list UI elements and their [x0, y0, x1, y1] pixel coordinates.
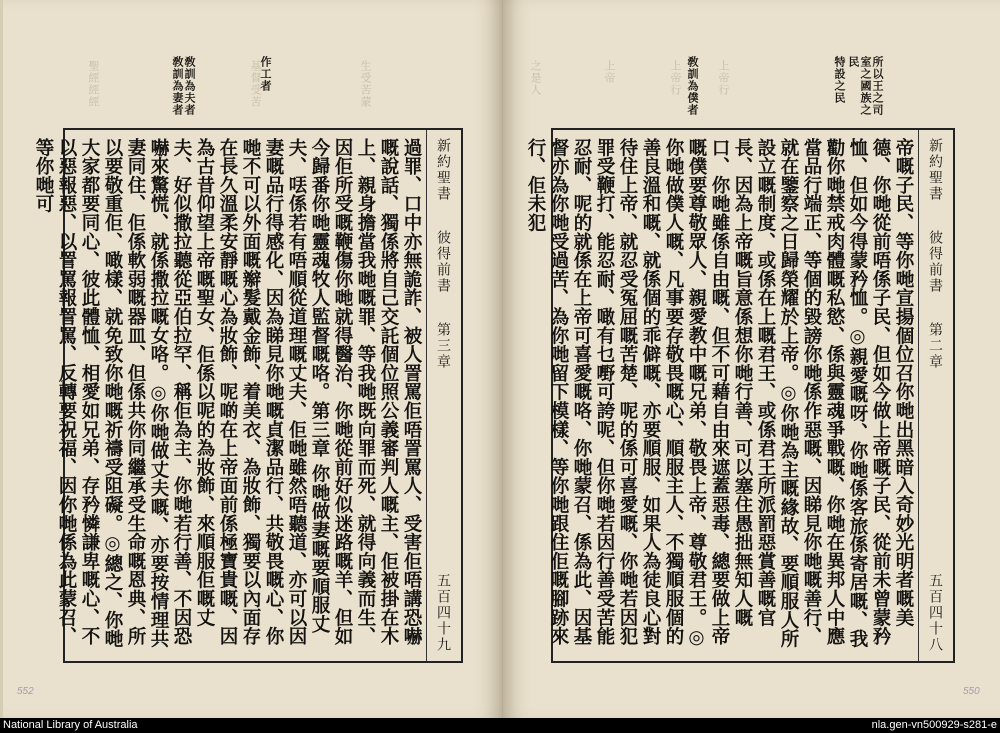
book-title: 新約聖書 [927, 138, 943, 202]
left-margin-notes-2 [183, 56, 195, 116]
page-number: 五百四十八 [927, 573, 943, 653]
left-text-frame [33, 128, 463, 663]
bleed-through-text: 上帝行 [669, 60, 682, 96]
bleed-through-text: 之是人 [529, 60, 542, 96]
right-page [503, 0, 1000, 718]
right-running-header [925, 138, 945, 653]
right-body-text: 帝嘅子民、等你哋宣揚個位召你哋出黑暗入奇妙光明者嘅美德、你哋從前唔係子民、但如今做上帝嘅子民、從前未曾蒙矜恤、但如今得蒙矜恤。◎親愛嘅呀、你哋係客旅係寄居嘅、我勸你哋禁戒肉體嘅私慾、係與靈魂爭戰嘅、你哋在異邦人中應當品行端正、等個的毀謗你哋係作惡嘅、因睇見你哋嘅善行、就在鑒察之日歸榮耀於上帝。◎你哋為主嘅緣故、要順服人所設立嘅制度、或係在上嘅君王、或係君王所派罰惡賞善嘅官長、因為上帝嘅旨意係想你哋行善、可以塞住愚拙無知人嘅口、你哋雖係自由嘅、但不可藉自由來遮蓋惡毒、總要做上帝嘅僕要尊敬眾人、親愛教中嘅兄弟、敬畏上帝、尊敬君王。◎你哋做僕人嘅、凡事要存敬畏嘅心、順服主人、不獨順服個的善良溫和嘅、就係個的乖僻嘅、亦要順服、如果人為徒良心對待住上帝、就忍受冤屈嘅苦楚、呢的係可喜愛嘅、你哋若因犯罪受鞭打、能忍耐、噉有乜嘢可誇呢、但你哋若因行善受苦能忍耐、呢的就係在上帝可喜愛嘅咯、你哋蒙召、係為此、因基督亦為你哋受過苦、為你哋留下模樣、等你哋跟住佢嘅腳跡來行、佢未犯 [525, 138, 914, 649]
image-identifier: nla.gen-vn500929-s281-e [871, 719, 997, 731]
left-body-text: 過罪、口中亦無詭詐、被人詈罵佢唔詈罵人、受害佢唔講恐嚇嘅說話、獨係將自己交託個位照公義審判人嘅主、佢被掛在木上、親身擔當我哋嘅罪、等我哋既向罪而死、就得向義而生、因佢所受嘅鞭傷你哋就得醫治、你哋從前好似迷路嘅羊、但如今歸番你哋靈魂牧人監督嘅咯。第三章 你哋做妻嘅要順服丈夫、𠲍係若有唔順從道理嘅丈夫、佢哋雖然唔聽道、亦可以因妻嘅品行得感化、因為睇見你哋嘅貞潔品行、共敬畏嘅心、你哋不可以外面嘅辮髮戴金飾、着美衣、為妝飾、獨要以內面存在長久溫柔安靜嘅心為妝飾、呢啲在上帝面前係極寶貴嘅、因為古昔仰望上帝嘅聖女、佢係以呢的為妝飾、來順服佢嘅丈夫、好似撒拉聽從亞伯拉罕、稱佢為主、你哋若行善、不因恐嚇來驚慌、就係撒拉嘅女咯。◎你哋做丈夫嘅、亦要按情理共妻同住、佢係軟弱嘅器皿、但係共你同繼承受生命嘅恩典、所以要敬重佢、噉樣、就免致你哋嘅祈禱受阻礙。◎總之、你哋大家都要同心、彼此體恤、相愛如兄弟、存矜憐謙卑嘅心、不以惡報惡、以詈罵報詈罵、反轉要祝福、因你哋係為此蒙召、等你哋可 [33, 138, 422, 649]
page-number: 五百四十九 [435, 573, 451, 653]
header-rule [426, 130, 427, 661]
right-text-frame [525, 128, 955, 663]
bleed-through-text: 上帝 [603, 60, 616, 84]
pencil-page-mark: 550 [963, 686, 980, 697]
margin-note: 特設之民 [833, 56, 846, 104]
attribution-bar [0, 718, 1000, 733]
margin-note: 敎訓為僕者 [686, 56, 699, 116]
right-margin-notes-3 [686, 56, 698, 116]
section-title: 彼得前書 [435, 230, 451, 294]
institution-label: National Library of Australia [3, 719, 138, 731]
bleed-through-text: 上帝行 [717, 60, 730, 96]
margin-note: 作工者 [259, 56, 272, 92]
margin-note: 所以王之司室之國族之民 [847, 56, 884, 116]
left-running-header [433, 138, 453, 653]
header-rule [918, 130, 919, 661]
chapter-label: 第二章 [927, 322, 943, 370]
book-title: 新約聖書 [435, 138, 451, 202]
margin-note: 敎訓為夫者 [183, 56, 196, 116]
right-margin-notes [847, 56, 883, 116]
pencil-page-mark: 552 [17, 686, 34, 697]
right-margin-notes-2 [833, 56, 845, 104]
bleed-through-text: 聖經經經 [87, 60, 100, 108]
chapter-label: 第三章 [435, 322, 451, 370]
bleed-through-text: 基督受苦 [249, 60, 262, 108]
section-title: 彼得前書 [927, 230, 943, 294]
left-page [0, 0, 502, 718]
margin-note: 敎訓為妻者 [171, 56, 184, 116]
bleed-through-text: 生受苦蒙 [359, 60, 372, 108]
